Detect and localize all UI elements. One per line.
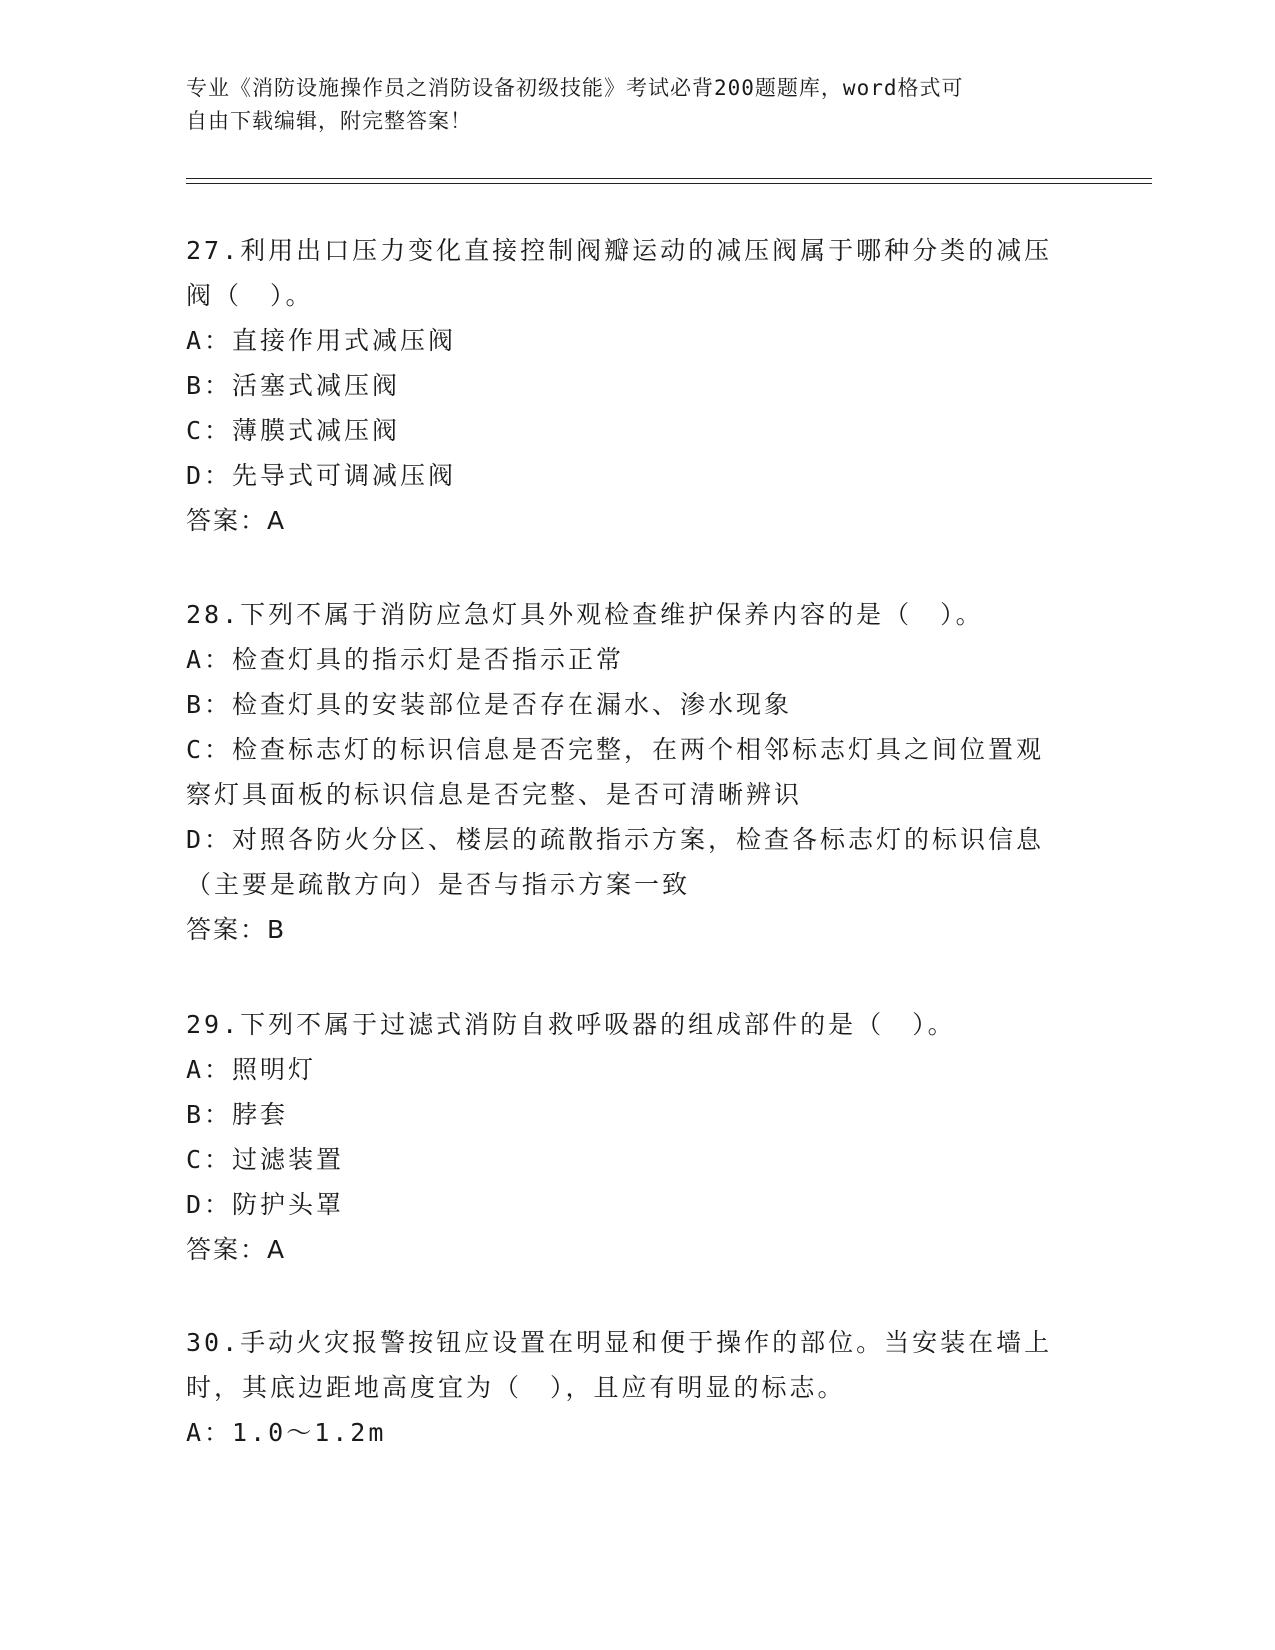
option-c: C：检查标志灯的标识信息是否完整，在两个相邻标志灯具之间位置观 <box>186 735 1045 764</box>
answer-line: 答案：A <box>186 506 287 535</box>
option-a: A：照明灯 <box>186 1055 317 1084</box>
question-stem-line: 28.下列不属于消防应急灯具外观检查维护保养内容的是（ ）。 <box>186 600 984 629</box>
question-stem-line: 29.下列不属于过滤式消防自救呼吸器的组成部件的是（ ）。 <box>186 1010 956 1039</box>
option-d: D：先导式可调减压阀 <box>186 461 457 490</box>
option-b: B：脖套 <box>186 1100 289 1129</box>
answer-line: 答案：B <box>186 915 287 944</box>
option-d-continued: （主要是疏散方向）是否与指示方案一致 <box>186 870 691 899</box>
option-d: D：防护头罩 <box>186 1190 345 1219</box>
question-stem-line: 时，其底边距地高度宜为（ ），且应有明显的标志。 <box>186 1373 846 1402</box>
answer-line: 答案：A <box>186 1235 287 1264</box>
document-header <box>186 72 1066 138</box>
question-stem-line: 27.利用出口压力变化直接控制阀瓣运动的减压阀属于哪种分类的减压 <box>186 236 1053 265</box>
option-c-continued: 察灯具面板的标识信息是否完整、是否可清晰辨识 <box>186 780 803 809</box>
question-stem-line: 阀（ ）。 <box>186 281 314 310</box>
question-29 <box>186 1002 1086 1272</box>
option-d: D：对照各防火分区、楼层的疏散指示方案，检查各标志灯的标识信息 <box>186 825 1045 854</box>
option-a: A：检查灯具的指示灯是否指示正常 <box>186 645 625 674</box>
question-30 <box>186 1320 1086 1455</box>
option-b: B：活塞式减压阀 <box>186 371 401 400</box>
header-line-1: 专业《消防设施操作员之消防设备初级技能》考试必背200题题库，word格式可 <box>186 76 964 100</box>
question-stem-line: 30.手动火灾报警按钮应设置在明显和便于操作的部位。当安装在墙上 <box>186 1328 1053 1357</box>
header-line-2: 自由下载编辑，附完整答案！ <box>186 109 472 133</box>
option-a: A：直接作用式减压阀 <box>186 326 457 355</box>
option-a: A：1.0～1.2m <box>186 1418 387 1447</box>
header-divider-bottom <box>186 183 1152 184</box>
question-28 <box>186 592 1086 952</box>
option-c: C：过滤装置 <box>186 1145 345 1174</box>
option-c: C：薄膜式减压阀 <box>186 416 401 445</box>
header-divider-top <box>186 178 1152 179</box>
option-b: B：检查灯具的安装部位是否存在漏水、渗水现象 <box>186 690 793 719</box>
question-27 <box>186 228 1086 543</box>
